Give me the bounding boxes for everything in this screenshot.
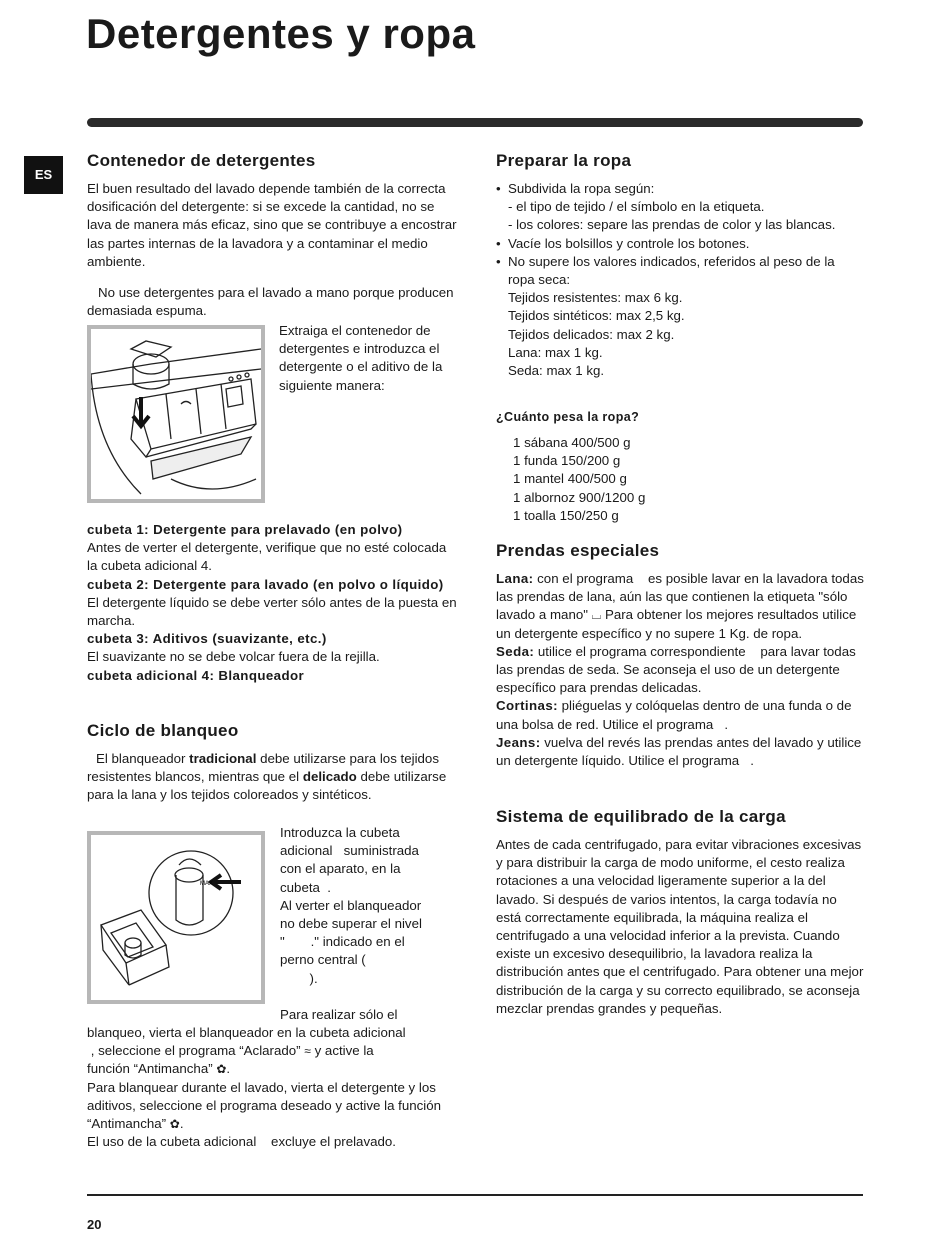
compartment-2-title: cubeta 2: Detergente para lavado (en polvo o líquido) (87, 576, 444, 592)
line: ). (280, 970, 318, 986)
line: Al verter el blanqueador (280, 897, 422, 913)
list-item: 1 toalla 150/250 g (513, 507, 619, 523)
section-title-contenedor: Contenedor de detergentes (87, 151, 316, 170)
handwash-icon: ⌴ (591, 608, 602, 623)
bleach-only-text (87, 1024, 462, 1151)
paragraph: El blanqueador tradicional debe utilizarse para los tejidos resistentes blancos, mientras que el delicado debe utilizarse para la lana y los tejidos coloreados y sintéticos. (87, 751, 447, 803)
contenedor-intro (87, 180, 457, 320)
weight-limit: Tejidos delicados: max 2 kg. (508, 326, 675, 342)
section-title-ciclo: Ciclo de blanqueo (87, 721, 239, 740)
paragraph: El buen resultado del lavado depende también de la correcta dosificación del detergente: si se excede la cantidad, no se lava de manera más eficaz, sino que se contribuye a encostrar las partes internas de la lavadora y a contaminar el medio ambiente. (87, 181, 457, 269)
line: blanqueo, vierta el blanqueador en la cubeta adicional (87, 1025, 406, 1040)
compartment-3-title: cubeta 3: Aditivos (suavizante, etc.) (87, 631, 327, 647)
page-number: 20 (87, 1217, 102, 1232)
weight-limit: Tejidos sintéticos: max 2,5 kg. (508, 308, 685, 324)
weights-list (496, 434, 856, 525)
list-item: 1 mantel 400/500 g (513, 471, 627, 487)
rinse-icon: ≈ (304, 1044, 311, 1059)
sistema-text: Antes de cada centrifugado, para evitar vibraciones excesivas y para distribuir la carga de modo uniforme, el cesto realiza rotaciones a una velocidad ligeramente superior a la del lavado. Si después de varios intentos, la carga todavía no está correctamente equilibrada, la máquina realiza el centrifugado a una velocidad inferior a la prevista. Cuando existe un excesivo desequilibrio, la lavadora realiza la distribución antes que el centrifugado. Para obtener una mejor distribución de la carga y su correcto equilibrado, se aconseja mezclar prendas grandes y pequeñas. (496, 837, 864, 1016)
line: Para blanquear durante el lavado, vierta el detergente y los aditivos, seleccione el programa deseado y active la función “Antimancha” ✿. (87, 1079, 442, 1132)
preparar-list (496, 180, 856, 380)
bleach-cup-illustration (87, 831, 265, 1004)
bleach-only-start: Para realizar sólo el (280, 1007, 398, 1022)
weight-limit: Tejidos resistentes: max 6 kg. (508, 290, 683, 306)
line: , seleccione el programa “Aclarado” ≈ y active la (87, 1043, 374, 1059)
ciclo-intro (87, 750, 457, 805)
svg-text:MAX: MAX (200, 881, 214, 887)
compartment-3-text: El suavizante no se debe volcar fuera de la rejilla. (87, 649, 380, 665)
line: El uso de la cubeta adicional excluye el prelavado. (87, 1134, 396, 1150)
weight-limit: Seda: max 1 kg. (508, 363, 605, 379)
paragraph-lana: Lana: con el programa es posible lavar en la lavadora todas las prendas de lana, aún las que contienen la etiqueta "sólo lavado a mano" ⌴ Para obtener los mejores resultados utilice un detergente específico y no supere 1 Kg. de ropa. (496, 571, 868, 641)
compartment-1-title: cubeta 1: Detergente para prelavado (en polvo) (87, 522, 403, 537)
bullet-item: • No supere los valores indicados, referidos al peso de la ropa seca: (496, 253, 856, 289)
bleach-cup-instructions (280, 824, 460, 988)
detergent-drawer-illustration (87, 325, 265, 503)
paragraph-seda: Seda: utilice el programa correspondiente para lavar todas las prendas de seda. Se aconseja el uso de un detergente específico para prendas delicadas. (496, 643, 860, 696)
section-title-especiales: Prendas especiales (496, 541, 660, 560)
line: Introduzca la cubeta (280, 825, 400, 840)
antistain-icon: ✿ (169, 1117, 180, 1132)
header-rule (87, 118, 863, 127)
weight-limit: Lana: max 1 kg. (508, 344, 603, 360)
list-item: 1 sábana 400/500 g (513, 435, 631, 450)
list-item: 1 albornoz 900/1200 g (513, 489, 646, 505)
especiales-text (496, 570, 868, 770)
paragraph-jeans: Jeans: vuelva del revés las prendas antes del lavado y utilice un detergente líquido. Utilice el programa . (496, 734, 866, 769)
language-tab: ES (24, 156, 63, 194)
bullet-item: • Vacíe los bolsillos y controle los botones. (496, 235, 856, 253)
line: perno central ( (280, 952, 366, 968)
list-item: 1 funda 150/200 g (513, 453, 621, 469)
compartment-1-text: Antes de verter el detergente, verifique que no esté colocada la cubeta adicional 4. (87, 540, 447, 574)
compartment-4-title: cubeta adicional 4: Blanqueador (87, 667, 305, 683)
antistain-icon: ✿ (216, 1062, 227, 1077)
sub-item: - el tipo de tejido / el símbolo en la etiqueta. (508, 199, 765, 215)
section-title-preparar: Preparar la ropa (496, 151, 632, 170)
line: adicional suministrada (280, 843, 419, 859)
line: con el aparato, en la (280, 861, 401, 877)
line: no debe superar el nivel (280, 916, 422, 932)
sub-item: - los colores: separe las prendas de color y las blancas. (508, 217, 836, 233)
page-title: Detergentes y ropa (86, 10, 476, 57)
line: función “Antimancha” ✿. (87, 1061, 231, 1077)
section-title-sistema: Sistema de equilibrado de la carga (496, 807, 786, 826)
compartment-2-text: El detergente líquido se debe verter sólo antes de la puesta en marcha. (87, 594, 457, 629)
paragraph: No use detergentes para el lavado a mano porque producen demasiada espuma. (87, 285, 454, 319)
line: " ." indicado en el (280, 934, 405, 950)
compartments-list (87, 521, 457, 685)
paragraph-cortinas: Cortinas: pliéguelas y colóquelas dentro de una funda o de una bolsa de red. Utilice el programa . (496, 698, 856, 732)
footer-rule (87, 1194, 863, 1196)
line: cubeta . (280, 879, 332, 895)
subheading-cuanto: ¿Cuánto pesa la ropa? (496, 410, 640, 424)
bullet-item: • Subdivida la ropa según: (496, 180, 856, 198)
drawer-instruction: Extraiga el contenedor de detergentes e introduzca el detergente o el aditivo de la siguiente manera: (279, 323, 443, 393)
